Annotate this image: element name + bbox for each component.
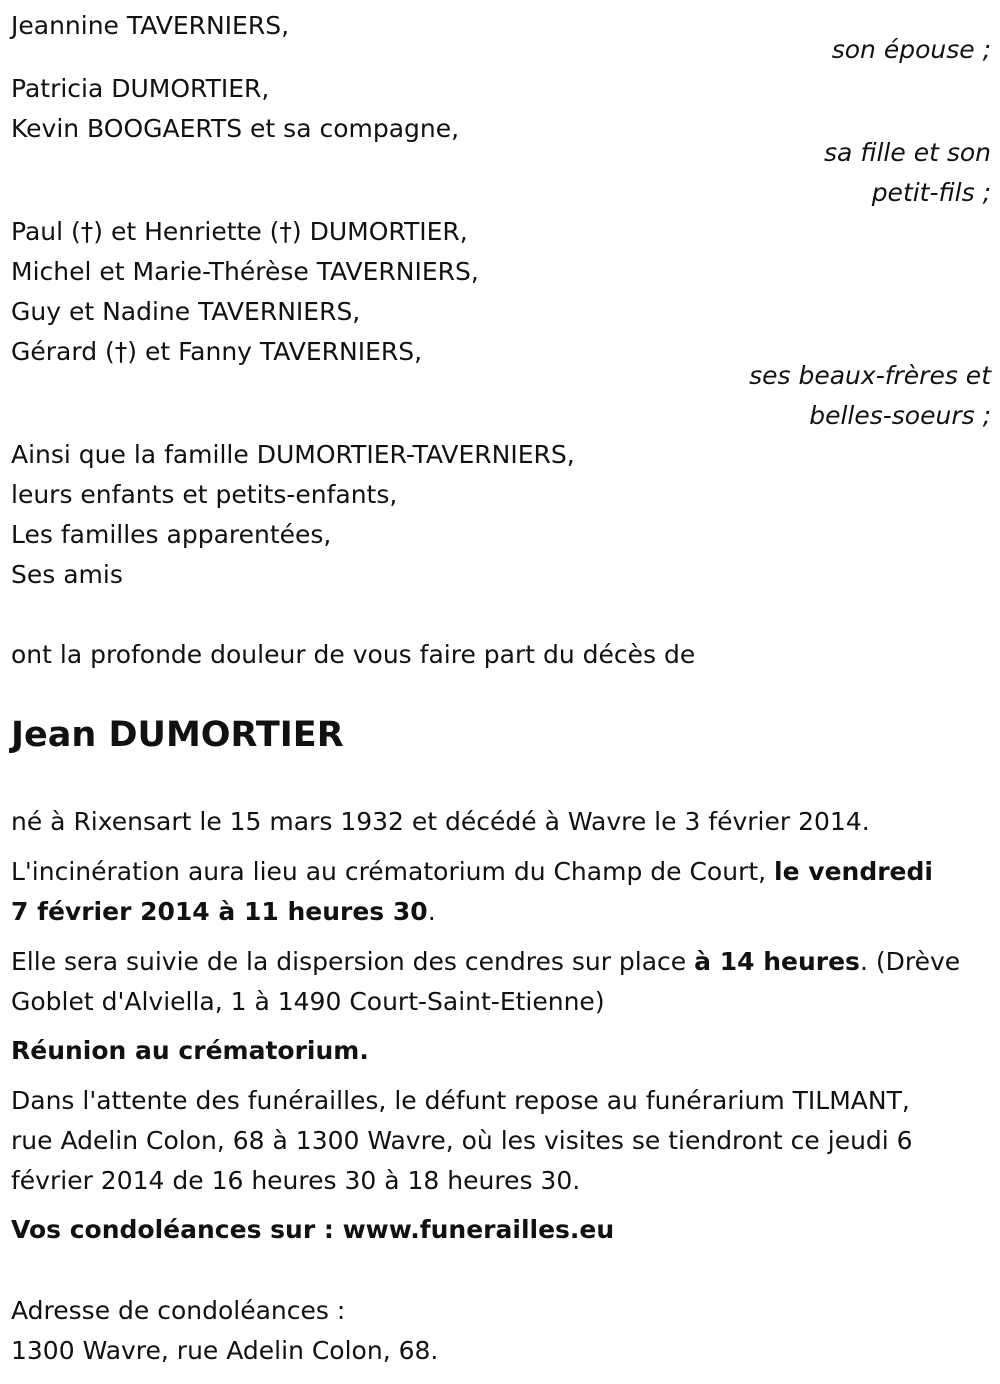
dispersion-line-2: Goblet d'Alviella, 1 à 1490 Court-Saint-Etienne) — [11, 987, 605, 1016]
funerarium-line: février 2014 de 16 heures 30 à 18 heures 30. — [11, 1166, 581, 1195]
cremation-text: L'incinération aura lieu au crématorium du Champ de Court, — [11, 857, 775, 886]
family-line: Gérard (†) et Fanny TAVERNIERS, — [11, 337, 423, 366]
cremation-line-1 — [11, 852, 933, 892]
condolences-address: 1300 Wavre, rue Adelin Colon, 68. — [11, 1336, 439, 1365]
family-role: petit-fils ; — [871, 178, 991, 207]
family-role: son épouse ; — [831, 35, 991, 64]
family-line: Guy et Nadine TAVERNIERS, — [11, 297, 361, 326]
others-line: Ainsi que la famille DUMORTIER-TAVERNIERS, — [11, 440, 575, 469]
others-line: leurs enfants et petits-enfants, — [11, 480, 398, 509]
family-line: Patricia DUMORTIER, — [11, 74, 270, 103]
family-role: belles-soeurs ; — [809, 401, 991, 430]
cremation-line-2 — [11, 892, 436, 932]
cremation-day: le vendredi — [774, 857, 933, 886]
family-line: Jeannine TAVERNIERS, — [11, 11, 290, 40]
deceased-name: Jean DUMORTIER — [11, 715, 344, 755]
family-line: Paul (†) et Henriette (†) DUMORTIER, — [11, 217, 468, 246]
dispersion-time: à 14 heures — [694, 947, 860, 976]
others-line: Ses amis — [11, 560, 123, 589]
family-line: Kevin BOOGAERTS et sa compagne, — [11, 114, 460, 143]
cremation-end: . — [427, 897, 436, 926]
condolences-online: Vos condoléances sur : www.funerailles.eu — [11, 1215, 615, 1244]
dispersion-line-1 — [11, 942, 960, 982]
cremation-datetime: 7 février 2014 à 11 heures 30 — [11, 897, 428, 926]
family-role: sa fille et son — [824, 138, 991, 167]
funerarium-line: Dans l'attente des funérailles, le défunt repose au funérarium TILMANT, — [11, 1086, 910, 1115]
funerarium-line: rue Adelin Colon, 68 à 1300 Wavre, où les visites se tiendront ce jeudi 6 — [11, 1126, 913, 1155]
reunion-text: Réunion au crématorium. — [11, 1036, 369, 1065]
birth-death-text: né à Rixensart le 15 mars 1932 et décédé à Wavre le 3 février 2014. — [11, 807, 870, 836]
dispersion-text-end: . (Drève — [859, 947, 961, 976]
condolences-address-label: Adresse de condoléances : — [11, 1296, 346, 1325]
dispersion-text: Elle sera suivie de la dispersion des cendres sur place — [11, 947, 695, 976]
family-line: Michel et Marie-Thérèse TAVERNIERS, — [11, 257, 479, 286]
family-role: ses beaux-frères et — [749, 361, 991, 390]
others-line: Les familles apparentées, — [11, 520, 332, 549]
announcement-text: ont la profonde douleur de vous faire part du décès de — [11, 640, 696, 669]
